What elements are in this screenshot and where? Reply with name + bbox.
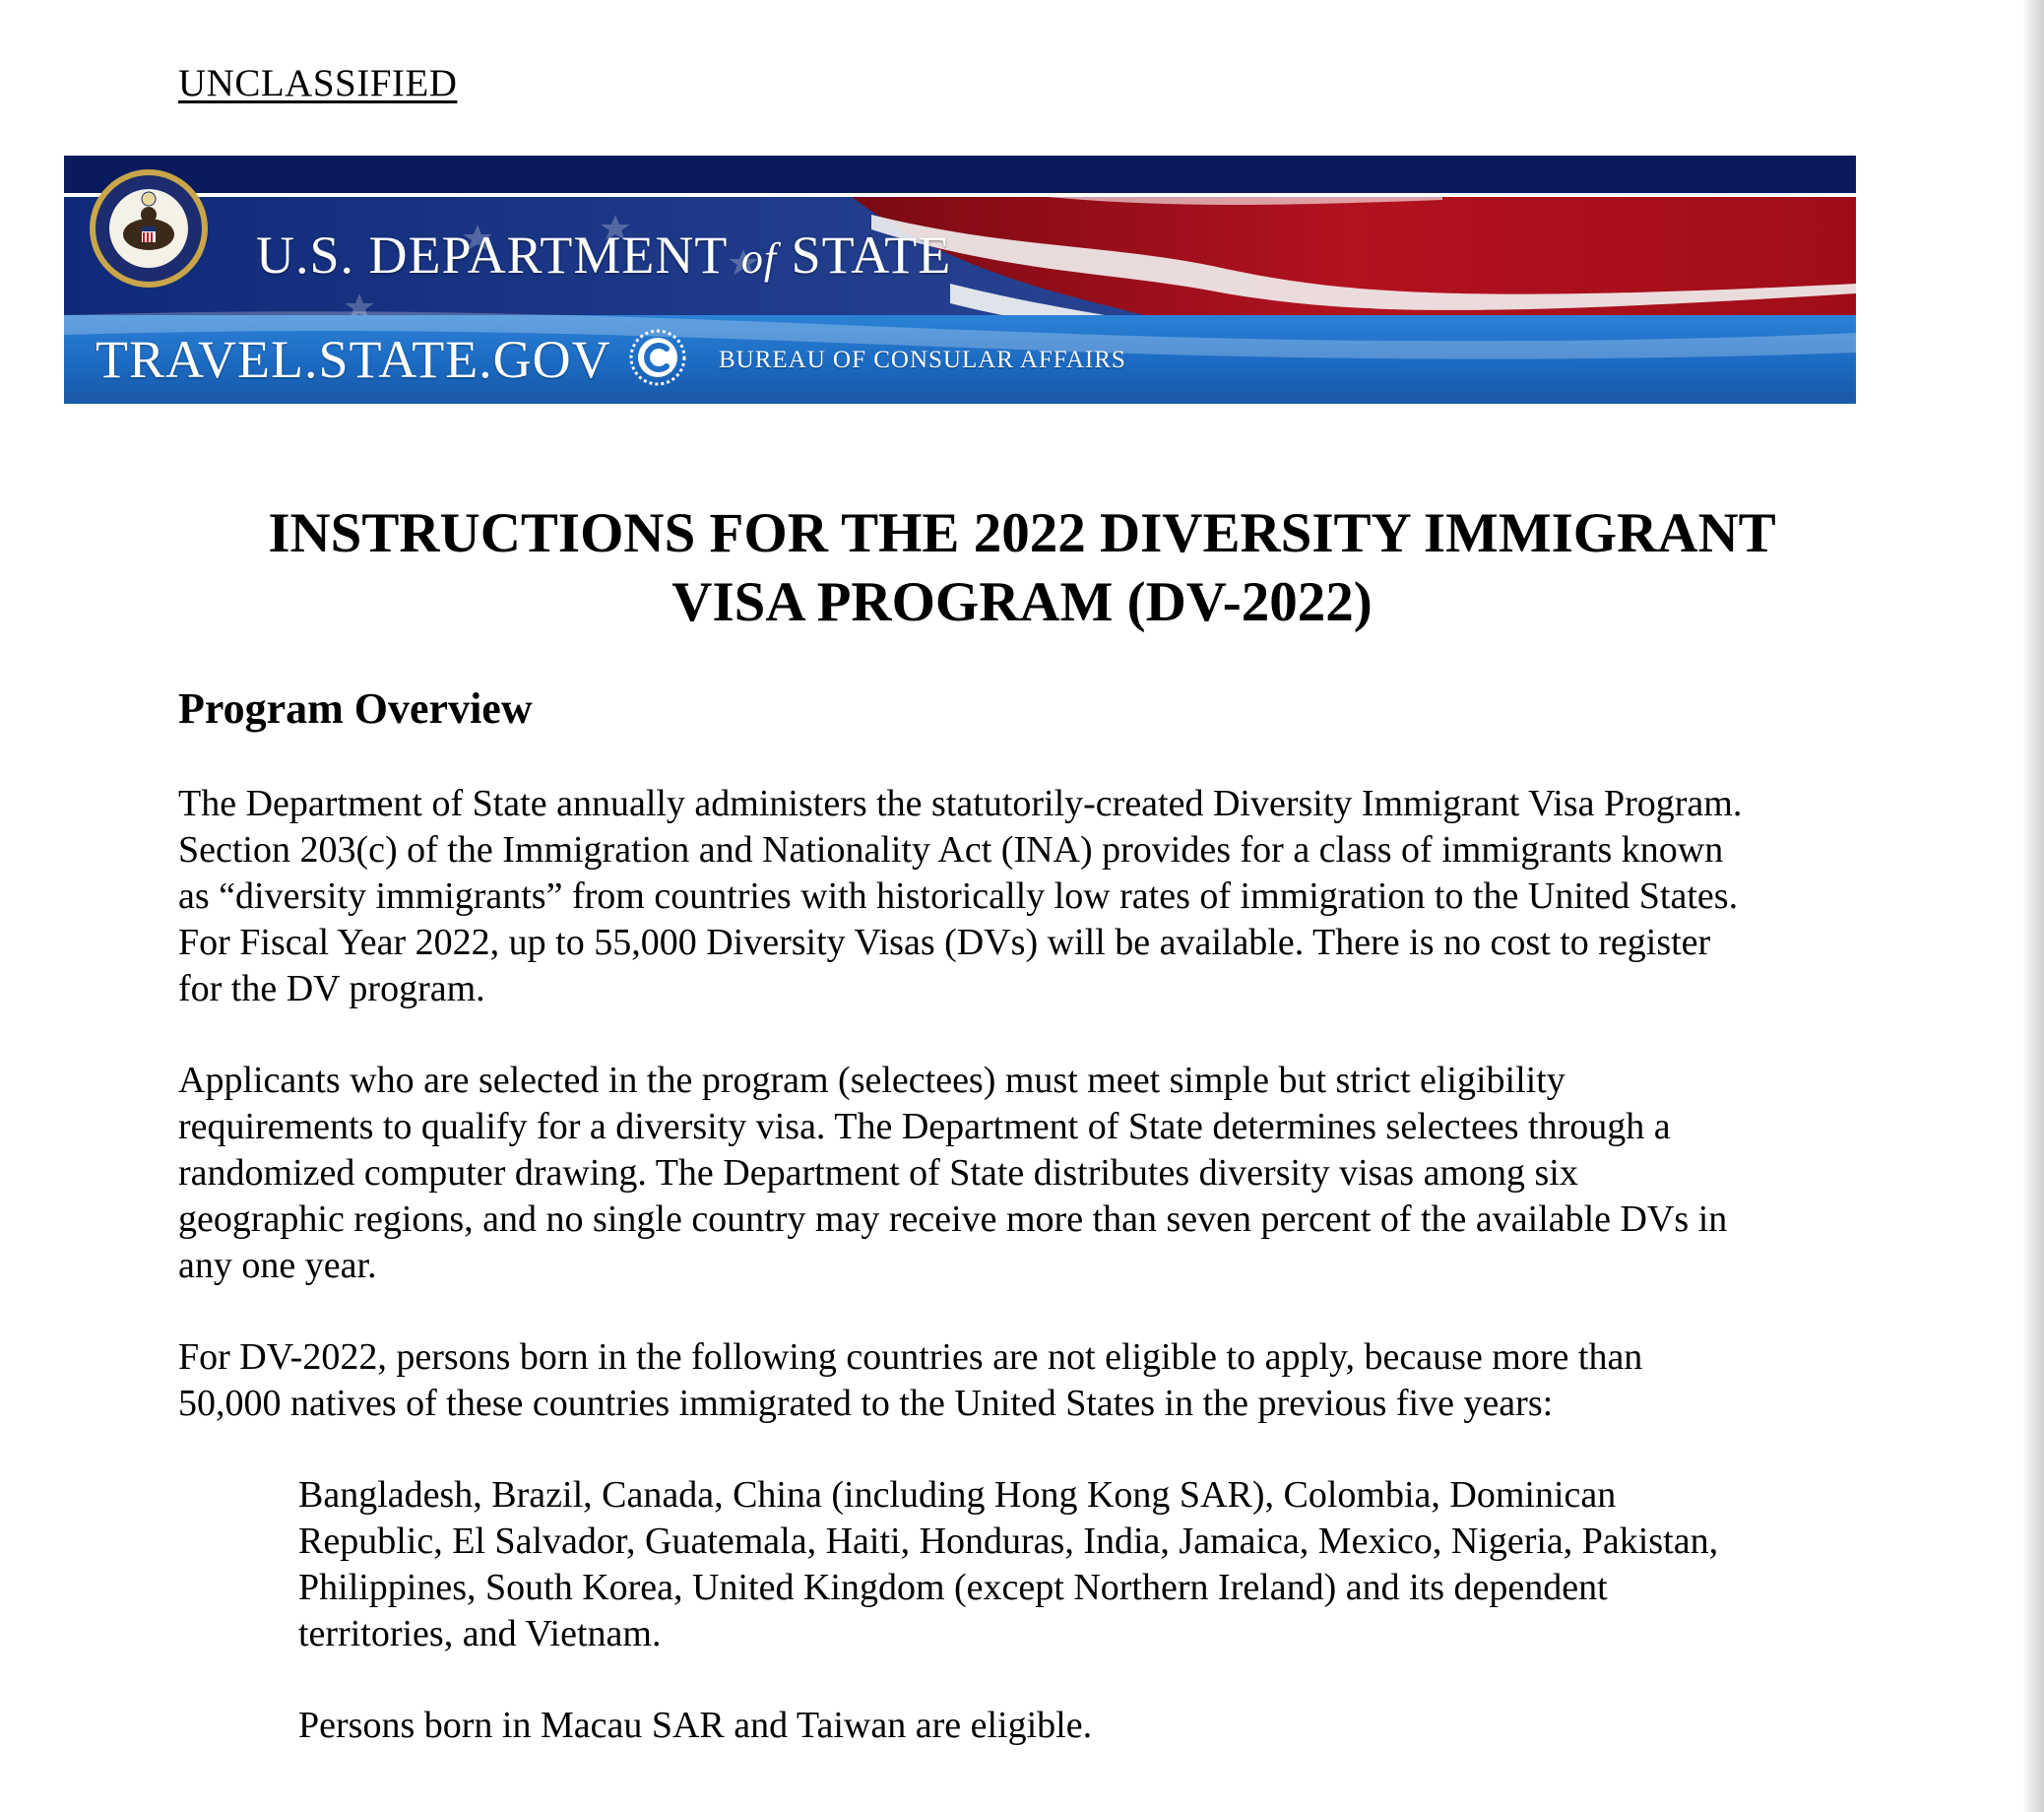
paragraph-line: Applicants who are selected in the program (selectees) must meet simple but strict eligibility (178, 1060, 1565, 1101)
department-of-state-wordmark (256, 225, 951, 286)
document-title-line-1: INSTRUCTIONS FOR THE 2022 DIVERSITY IMMIGRANT (268, 502, 1776, 564)
wordmark-state: STATE (791, 226, 952, 285)
page-edge-shadow (2022, 0, 2044, 1812)
paragraph-program-description (178, 781, 1872, 1012)
paragraph-line: territories, and Vietnam. (298, 1613, 662, 1654)
paragraph-line: Persons born in Macau SAR and Taiwan are eligible. (298, 1705, 1093, 1746)
classification-marking: UNCLASSIFIED (178, 62, 458, 104)
bureau-of-consular-affairs-label: BUREAU OF CONSULAR AFFAIRS (719, 347, 1126, 373)
paragraph-line: for the DV program. (178, 968, 485, 1009)
section-heading-program-overview: Program Overview (178, 684, 533, 733)
paragraph-line: Section 203(c) of the Immigration and Nationality Act (INA) provides for a class of immigrants known (178, 829, 1724, 871)
travel-state-gov-link[interactable]: TRAVEL.STATE.GOV (96, 330, 611, 389)
paragraph-line: geographic regions, and no single country may receive more than seven percent of the available DVs in (178, 1198, 1728, 1240)
paragraph-line: Philippines, South Korea, United Kingdom (except Northern Ireland) and its dependent (298, 1567, 1608, 1608)
paragraph-line: as “diversity immigrants” from countries with historically low rates of immigration to the United States. (178, 875, 1739, 917)
paragraph-line: Bangladesh, Brazil, Canada, China (including Hong Kong SAR), Colombia, Dominican (298, 1474, 1617, 1516)
ineligible-countries-list (298, 1472, 1874, 1657)
paragraph-line: For Fiscal Year 2022, up to 55,000 Diversity Visas (DVs) will be available. There is no cost to register (178, 922, 1711, 963)
department-of-state-seal-icon (88, 167, 210, 290)
paragraph-line: requirements to qualify for a diversity visa. The Department of State determines selectees through a (178, 1106, 1671, 1147)
department-of-state-banner (64, 156, 1856, 404)
wordmark-of: of (740, 234, 778, 283)
document-title (0, 499, 2044, 637)
paragraph-line: randomized computer drawing. The Department of State distributes diversity visas among six (178, 1152, 1578, 1194)
paragraph-line: 50,000 natives of these countries immigrated to the United States in the previous five years: (178, 1383, 1554, 1424)
paragraph-line: any one year. (178, 1245, 377, 1286)
consular-affairs-c-icon (629, 329, 686, 386)
paragraph-selection-requirements (178, 1058, 1872, 1289)
paragraph-line: The Department of State annually administers the statutorily-created Diversity Immigrant Visa Program. (178, 783, 1743, 824)
wordmark-department: U.S. DEPARTMENT (256, 226, 728, 285)
document-title-line-2: VISA PROGRAM (DV-2022) (671, 571, 1373, 633)
eligible-note (298, 1703, 1874, 1749)
paragraph-line: For DV-2022, persons born in the following countries are not eligible to apply, because more than (178, 1336, 1643, 1378)
paragraph-ineligible-intro (178, 1334, 1872, 1427)
paragraph-line: Republic, El Salvador, Guatemala, Haiti, Honduras, India, Jamaica, Mexico, Nigeria, Pakistan, (298, 1521, 1719, 1562)
